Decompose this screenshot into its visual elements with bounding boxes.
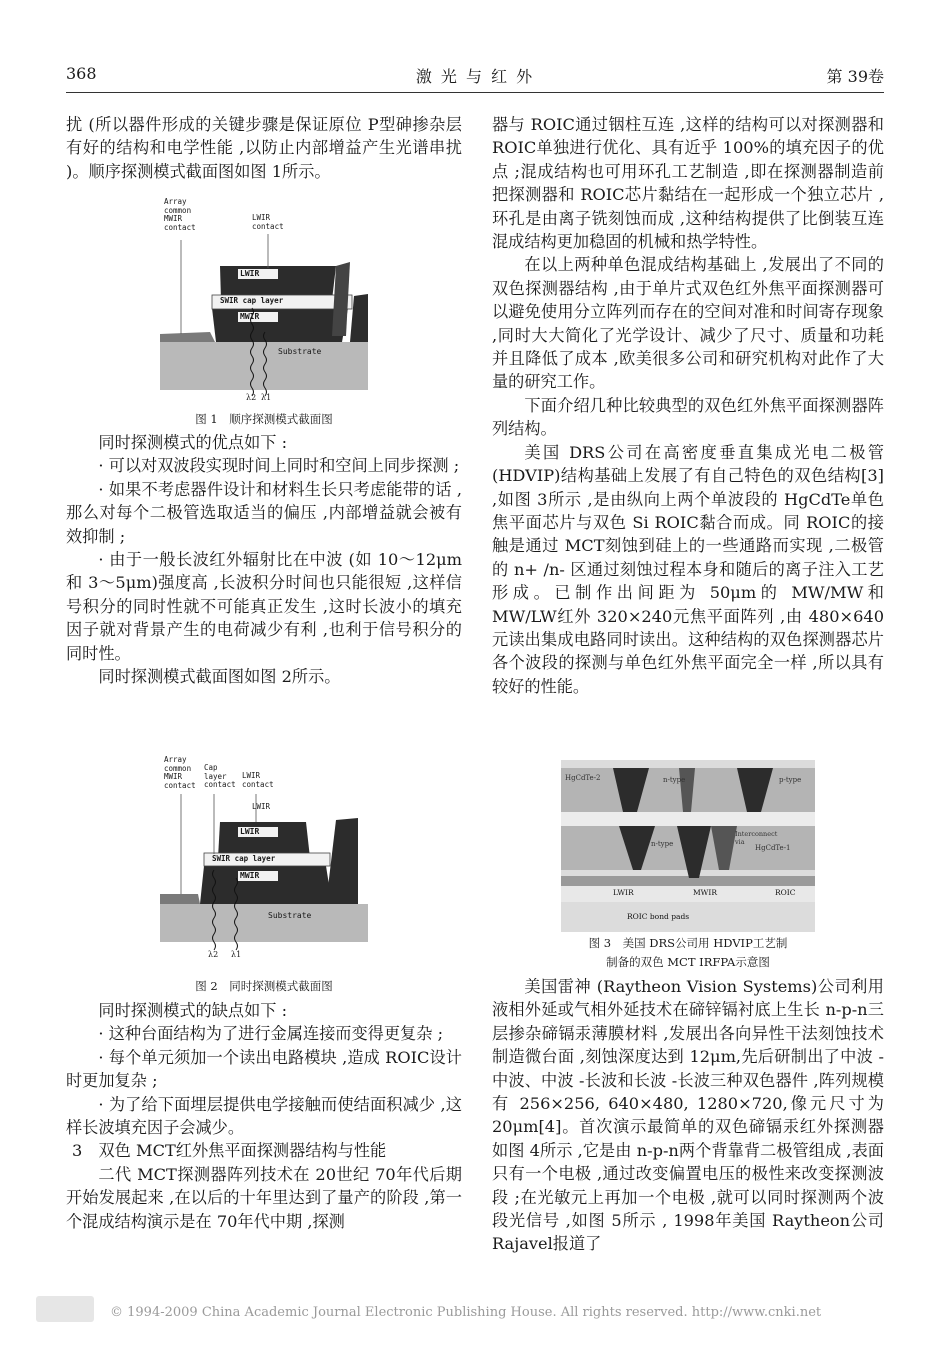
paragraph: · 由于一般长波红外辐射比在中波 (如 10～12μm和 3～5μm)强度高 ,长波积分时间也只能很短 ,这样信号积分的同时性就不可能真正发生 ,这时长波小的填充因子就对背景产生的电荷减少有利 ,也利于信号积分的同时性。 [66, 550, 462, 663]
roic-label: ROIC [775, 888, 796, 897]
copyright-footer: © 1994-2009 China Academic Journal Electronic Publishing House. All rights reserved. http://www.cnki.net [110, 1305, 822, 1320]
paragraph: 二代 MCT探测器阵列技术在 20世纪 70年代后期开始发展起来 ,在以后的十年里达到了量产的阶段 ,第一个混成结构演示是在 70年代中期 ,探测 [66, 1164, 462, 1231]
lambda2-label: λ2 [208, 950, 219, 959]
figure-3-caption: 图 3 美国 DRS公司用 HDVIP工艺制 制备的双色 MCT IRFPA示意图 [588, 936, 788, 969]
lambda2-label: λ2 [246, 393, 257, 402]
cap-contact-label: Cap layer contact [204, 763, 236, 789]
substrate-label: Substrate [268, 911, 312, 920]
roic-band [561, 876, 815, 886]
volume-label: 第 39卷 [826, 67, 884, 86]
interconnect-label: Interconnect via [735, 830, 778, 846]
mwir-label: MWIR [240, 312, 260, 321]
section-heading: 3 双色 MCT红外焦平面探测器结构与性能 [72, 1141, 387, 1161]
figure-2 [160, 754, 368, 966]
lambda1-label: λ1 [231, 950, 242, 959]
left-column-bottom [66, 999, 462, 1233]
paragraph: · 这种台面结构为了进行金属连接而变得更复杂 ; [98, 1024, 444, 1044]
publisher-logo [36, 1296, 94, 1322]
paragraph: 扰 (所以器件形成的关键步骤是保证原位 P型砷掺杂层有好的结构和电学性能 ,以防止内部增益产生光谱串扰 )。顺序探测模式截面图如图 1所示。 [66, 115, 462, 181]
lwir-contact-label: LWIR contact [242, 771, 274, 789]
array-contact-label: Array common MWIR contact [164, 197, 196, 232]
mwir-label: MWIR [240, 871, 260, 880]
paragraph: 美国 DRS公司在高密度垂直集成光电二极管 (HDVIP)结构基础上发展了有自己特色的双色结构[3] ,如图 3所示 ,是由纵向上两个单波段的 HgCdTe单色焦平面芯片与双色 Si ROIC黏合而成。同 ROIC的接触是通过 MCT刻蚀到硅上的一些通路而实现 ,二极管的 n+ /n- 区通过刻蚀过程本身和随后的离子注入工艺形成。已制作出间距为 50μm的 MW/MW和 MW/LW红外 320×240元焦平面阵列 ,由 480×640元读出集成电路同时读出。这种结构的双色探测器芯片各个波段的探测与单色红外焦平面完全一样 ,所以具有较好的性能。 [492, 442, 884, 696]
paragraph: 器与 ROIC通过铟柱互连 ,这样的结构可以对探测器和 ROIC单独进行优化、具有近乎 100%的填充因子的优点 ;混成结构也可用环孔工艺制造 ,即在探测器制造前把探测器和 ROIC芯片黏结在一起形成一个独立芯片 ,环孔是由离子铣刻蚀而成 ,这种结构提供了比倒装互连混成结构更加稳固的机械和热学特性。 [492, 115, 884, 252]
paragraph: 同时探测模式的缺点如下 : [98, 1001, 288, 1020]
hgcdte1-label: HgCdTe-1 [755, 844, 791, 852]
figure-3 [561, 760, 815, 932]
figure-2-caption: 图 2 同时探测模式截面图 [195, 979, 333, 993]
figure-1 [160, 196, 368, 408]
paragraph: 在以上两种单色混成结构基础上 ,发展出了不同的双色探测器结构 ,由于单片式双色红外焦平面探测器可以避免使用分立阵列而存在的空间对准和时间寄存现象 ,同时大大简化了光学设计、减少了尺寸、质量和功耗并且降低了成本 ,欧美很多公司和研究机构对此作了大量的研究工作。 [492, 255, 884, 392]
ntype-label: n-type [663, 776, 686, 784]
lwir-label: LWIR [240, 269, 260, 278]
ptype-label: p-type [779, 776, 802, 784]
ntype2-label: n-type [651, 840, 674, 848]
lwir-top-label: LWIR [252, 802, 271, 811]
lambda1-label: λ1 [261, 393, 272, 402]
mwir-label: MWIR [693, 888, 717, 897]
cap-layer-label: SWIR cap layer [212, 854, 276, 863]
paragraph: 同时探测模式截面图如图 2所示。 [98, 667, 341, 687]
mwir-layer [212, 308, 348, 342]
substrate-layer [160, 904, 368, 942]
paragraph: · 为了给下面埋层提供电学接触而使结面积减少 ,这样长波填充因子会减少。 [66, 1094, 462, 1138]
right-column-top [492, 113, 884, 698]
substrate-label: Substrate [278, 347, 322, 356]
paragraph: · 可以对双波段实现时间上同时和空间上同步探测 ; [98, 456, 460, 476]
header-rule [66, 92, 884, 93]
array-contact-label: Array common MWIR contact [164, 755, 196, 790]
left-column-middle [66, 431, 462, 688]
figure-1-caption: 图 1 顺序探测模式截面图 [195, 412, 333, 426]
paragraph: · 如果不考虑器件设计和材料生长只考虑能带的话 ,那么对每个二极管选取适当的偏压 ,内部增益就会被有效抑制 ; [66, 479, 462, 546]
hgcdte2-label: HgCdTe-2 [565, 774, 601, 782]
page-number: 368 [66, 64, 97, 83]
paragraph: 美国雷神 (Raytheon Vision Systems)公司利用液相外延或气相外延技术在碲锌镉衬底上生长 n-p-n三层掺杂碲镉汞薄膜材料 ,发展出各向异性干法刻蚀技术制造微台面 ,刻蚀深度达到 12μm,先后研制出了中波 -中波、中波 -长波和长波 -长波三种双色器件 ,阵列规模有 256×256, 640×480, 1280×720,像元尺寸为 20μm[4]。首次演示最简单的双色碲镉汞红外探测器如图 4所示 ,它是由 n-p-n两个背靠背二极管组成 ,表面只有一个电极 ,通过改变偏置电压的极性来改变探测波段 ;在光敏元上再加一个电极 ,就可以同时探测两个波段光信号 ,如图 5所示 , 1998年美国 Raytheon公司 Rajavel报道了 [492, 977, 884, 1254]
lwir-contact-label: LWIR contact [252, 213, 284, 231]
bond-pads-label: ROIC bond pads [627, 912, 690, 921]
lwir-label: LWIR [613, 888, 634, 897]
lwir-label: LWIR [240, 827, 260, 836]
journal-title: 激 光 与 红 外 [415, 67, 535, 86]
right-column-bottom [492, 975, 884, 1256]
paragraph: · 每个单元须加一个读出电路模块 ,造成 ROIC设计时更加复杂 ; [66, 1047, 462, 1091]
left-column-top [66, 113, 462, 183]
paragraph: 下面介绍几种比较典型的双色红外焦平面探测器阵列结构。 [492, 395, 884, 439]
paragraph: 同时探测模式的优点如下 : [98, 433, 288, 452]
cap-layer-label: SWIR cap layer [220, 296, 284, 305]
